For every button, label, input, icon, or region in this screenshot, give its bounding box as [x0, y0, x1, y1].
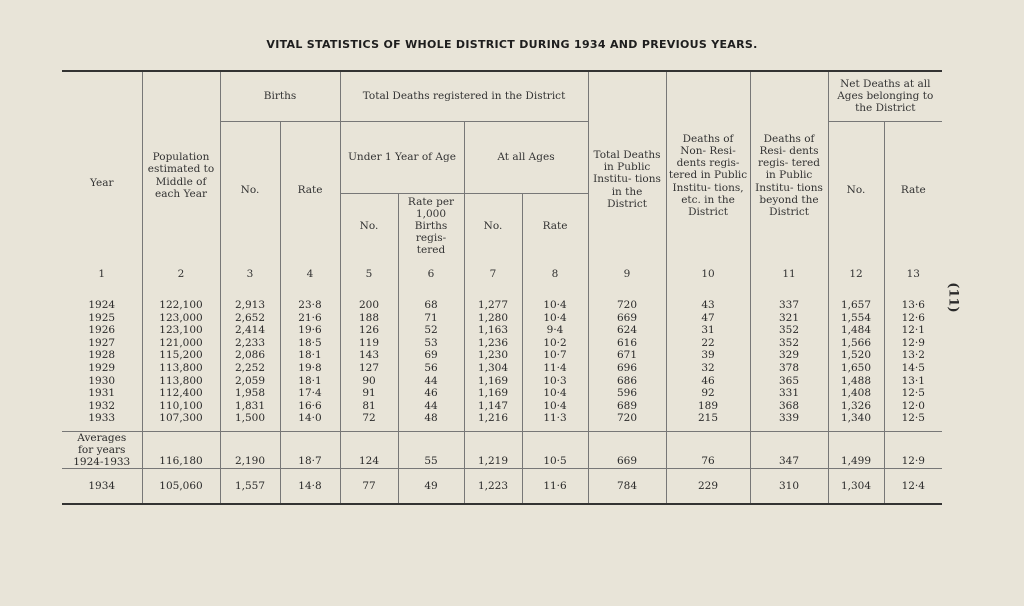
cell: 352	[750, 337, 828, 350]
cell: 55	[398, 431, 464, 468]
table-row	[62, 337, 942, 350]
cell: 81	[340, 400, 398, 413]
cell: 113,800	[142, 362, 220, 375]
cell: 43	[666, 289, 750, 312]
cell: 1,500	[220, 412, 280, 431]
cell: 16·6	[280, 400, 340, 413]
cell: 48	[398, 412, 464, 431]
cell: 331	[750, 387, 828, 400]
header-under-1-rate: Rate per 1,000 Births regis- tered	[398, 193, 464, 259]
cell: 107,300	[142, 412, 220, 431]
cell: 9·4	[522, 324, 588, 337]
cell-year: 1932	[88, 399, 116, 412]
cell: 18·7	[280, 431, 340, 468]
cell: 2,252	[220, 362, 280, 375]
cell: 10·7	[522, 349, 588, 362]
cell: 1,554	[828, 312, 884, 325]
cell-year: 1930	[88, 374, 116, 387]
cell-year: 1931	[88, 387, 116, 400]
averages-row	[62, 431, 942, 468]
cell: 18·5	[280, 337, 340, 350]
cell: 14·8	[280, 468, 340, 504]
cell: 12·9	[884, 337, 942, 350]
cell: 188	[340, 312, 398, 325]
cell: 1,169	[464, 387, 522, 400]
cell: 720	[588, 412, 666, 431]
cell: 671	[588, 349, 666, 362]
cell: 669	[588, 312, 666, 325]
cell: 112,400	[142, 387, 220, 400]
cell: 49	[398, 468, 464, 504]
cell: 18·1	[280, 375, 340, 388]
cell: 11·4	[522, 362, 588, 375]
cell: 1,223	[464, 468, 522, 504]
current-year-row	[62, 468, 942, 504]
column-number: 2	[142, 259, 220, 289]
cell: 22	[666, 337, 750, 350]
column-number: 13	[884, 259, 942, 289]
cell: 1,958	[220, 387, 280, 400]
averages-label-line: 1924-1933	[73, 455, 131, 468]
cell: 123,000	[142, 312, 220, 325]
cell: 123,100	[142, 324, 220, 337]
table-row	[62, 349, 942, 362]
cell: 1,326	[828, 400, 884, 413]
cell: 1,280	[464, 312, 522, 325]
cell: 1,219	[464, 431, 522, 468]
header-under-1-year: Under 1 Year of Age	[340, 121, 464, 193]
cell: 44	[398, 400, 464, 413]
header-births: Births	[220, 71, 340, 121]
cell: 52	[398, 324, 464, 337]
cell: 1,557	[220, 468, 280, 504]
averages-label-line: Averages	[77, 431, 127, 444]
cell: 1,650	[828, 362, 884, 375]
cell-year: 1926	[88, 324, 116, 337]
cell: 2,652	[220, 312, 280, 325]
cell: 46	[398, 387, 464, 400]
cell: 1,169	[464, 375, 522, 388]
cell: 11·3	[522, 412, 588, 431]
cell: 329	[750, 349, 828, 362]
cell: 10·4	[522, 400, 588, 413]
cell: 1,566	[828, 337, 884, 350]
cell: 1,520	[828, 349, 884, 362]
averages-label	[62, 431, 142, 468]
cell: 2,233	[220, 337, 280, 350]
column-number: 6	[398, 259, 464, 289]
cell: 1,340	[828, 412, 884, 431]
cell: 92	[666, 387, 750, 400]
cell: 44	[398, 375, 464, 388]
cell: 18·1	[280, 349, 340, 362]
cell-year: 1925	[88, 311, 116, 324]
cell: 77	[340, 468, 398, 504]
cell: 12·4	[884, 468, 942, 504]
cell-year: 1924	[88, 299, 116, 311]
header-public-institutions: Total Deaths in Public Institu- tions in the District	[588, 71, 666, 259]
page-number: (11)	[945, 282, 961, 313]
cell: 368	[750, 400, 828, 413]
cell: 76	[666, 431, 750, 468]
cell: 127	[340, 362, 398, 375]
averages-label-line: for years	[78, 443, 126, 456]
cell: 122,100	[142, 289, 220, 312]
header-all-ages-rate: Rate	[522, 193, 588, 259]
column-number-row	[62, 259, 942, 289]
column-number: 8	[522, 259, 588, 289]
cell: 1,488	[828, 375, 884, 388]
column-number: 4	[280, 259, 340, 289]
table-row	[62, 400, 942, 413]
cell: 21·6	[280, 312, 340, 325]
cell: 337	[750, 289, 828, 312]
cell: 2,059	[220, 375, 280, 388]
cell: 69	[398, 349, 464, 362]
table-row	[62, 324, 942, 337]
cell: 1,408	[828, 387, 884, 400]
cell: 12·5	[884, 412, 942, 431]
cell: 720	[588, 289, 666, 312]
cell: 91	[340, 387, 398, 400]
cell: 110,100	[142, 400, 220, 413]
header-all-ages-no: No.	[464, 193, 522, 259]
cell: 19·6	[280, 324, 340, 337]
cell: 689	[588, 400, 666, 413]
header-under-1-no: No.	[340, 193, 398, 259]
cell: 2,086	[220, 349, 280, 362]
cell: 14·0	[280, 412, 340, 431]
cell: 200	[340, 289, 398, 312]
cell-year: 1933	[88, 412, 116, 425]
cell: 2,913	[220, 289, 280, 312]
cell: 1,484	[828, 324, 884, 337]
cell-year: 1928	[88, 349, 116, 362]
cell: 121,000	[142, 337, 220, 350]
header-total-deaths: Total Deaths registered in the District	[340, 71, 588, 121]
page-title: VITAL STATISTICS OF WHOLE DISTRICT DURING 1934 AND PREVIOUS YEARS.	[266, 38, 758, 51]
cell: 13·1	[884, 375, 942, 388]
cell: 17·4	[280, 387, 340, 400]
cell: 229	[666, 468, 750, 504]
cell: 23·8	[280, 289, 340, 312]
cell: 126	[340, 324, 398, 337]
cell: 115,200	[142, 349, 220, 362]
cell: 12·0	[884, 400, 942, 413]
cell: 339	[750, 412, 828, 431]
table-row	[62, 289, 942, 312]
column-number: 11	[750, 259, 828, 289]
cell: 143	[340, 349, 398, 362]
cell-year: 1929	[88, 361, 116, 374]
column-number: 7	[464, 259, 522, 289]
cell: 378	[750, 362, 828, 375]
table-row	[62, 312, 942, 325]
cell: 10·4	[522, 289, 588, 312]
cell: 32	[666, 362, 750, 375]
cell: 1,304	[464, 362, 522, 375]
cell: 56	[398, 362, 464, 375]
cell: 1,499	[828, 431, 884, 468]
cell-year: 1934	[62, 468, 142, 504]
cell: 113,800	[142, 375, 220, 388]
table-row	[62, 375, 942, 388]
header-net-deaths: Net Deaths at all Ages belonging to the District	[828, 71, 942, 121]
column-number: 5	[340, 259, 398, 289]
cell: 686	[588, 375, 666, 388]
cell: 596	[588, 387, 666, 400]
cell: 784	[588, 468, 666, 504]
cell: 12·9	[884, 431, 942, 468]
cell: 53	[398, 337, 464, 350]
cell: 1,831	[220, 400, 280, 413]
header-population: Population estimated to Middle of each Year	[142, 71, 220, 259]
cell: 31	[666, 324, 750, 337]
cell: 347	[750, 431, 828, 468]
cell: 39	[666, 349, 750, 362]
table-row	[62, 412, 942, 431]
header-residents-beyond: Deaths of Resi- dents regis- tered in Public Institu- tions beyond the District	[750, 71, 828, 259]
cell: 14·5	[884, 362, 942, 375]
column-number: 3	[220, 259, 280, 289]
cell: 10·2	[522, 337, 588, 350]
cell: 1,230	[464, 349, 522, 362]
header-net-no: No.	[828, 121, 884, 259]
cell: 47	[666, 312, 750, 325]
cell: 365	[750, 375, 828, 388]
cell: 624	[588, 324, 666, 337]
cell: 1,236	[464, 337, 522, 350]
cell: 12·1	[884, 324, 942, 337]
cell: 71	[398, 312, 464, 325]
header-births-no: No.	[220, 121, 280, 259]
header-year: Year	[89, 177, 114, 190]
cell: 10·4	[522, 387, 588, 400]
cell: 215	[666, 412, 750, 431]
header-all-ages: At all Ages	[464, 121, 588, 193]
cell: 1,277	[464, 289, 522, 312]
header-births-rate: Rate	[280, 121, 340, 259]
cell: 1,657	[828, 289, 884, 312]
cell: 90	[340, 375, 398, 388]
table-row	[62, 387, 942, 400]
cell: 352	[750, 324, 828, 337]
cell: 2,414	[220, 324, 280, 337]
cell: 68	[398, 289, 464, 312]
cell: 669	[588, 431, 666, 468]
column-number: 9	[588, 259, 666, 289]
cell: 119	[340, 337, 398, 350]
cell: 696	[588, 362, 666, 375]
cell: 13·2	[884, 349, 942, 362]
cell: 616	[588, 337, 666, 350]
column-number: 1	[98, 267, 106, 280]
cell: 189	[666, 400, 750, 413]
cell: 1,163	[464, 324, 522, 337]
cell: 10·3	[522, 375, 588, 388]
cell: 1,147	[464, 400, 522, 413]
cell: 19·8	[280, 362, 340, 375]
cell-year: 1927	[88, 336, 116, 349]
cell: 1,216	[464, 412, 522, 431]
header-net-rate: Rate	[884, 121, 942, 259]
cell: 11·6	[522, 468, 588, 504]
cell: 12·6	[884, 312, 942, 325]
cell: 72	[340, 412, 398, 431]
vital-statistics-table	[62, 70, 942, 505]
cell: 10·5	[522, 431, 588, 468]
column-number: 10	[666, 259, 750, 289]
cell: 310	[750, 468, 828, 504]
cell: 13·6	[884, 289, 942, 312]
cell: 1,304	[828, 468, 884, 504]
cell: 116,180	[142, 431, 220, 468]
cell: 10·4	[522, 312, 588, 325]
cell: 124	[340, 431, 398, 468]
header-non-residents: Deaths of Non- Resi- dents regis- tered in Public Institu- tions, etc. in the District	[666, 71, 750, 259]
cell: 46	[666, 375, 750, 388]
cell: 105,060	[142, 468, 220, 504]
cell: 12·5	[884, 387, 942, 400]
column-number: 12	[828, 259, 884, 289]
table-row	[62, 362, 942, 375]
cell: 2,190	[220, 431, 280, 468]
cell: 321	[750, 312, 828, 325]
